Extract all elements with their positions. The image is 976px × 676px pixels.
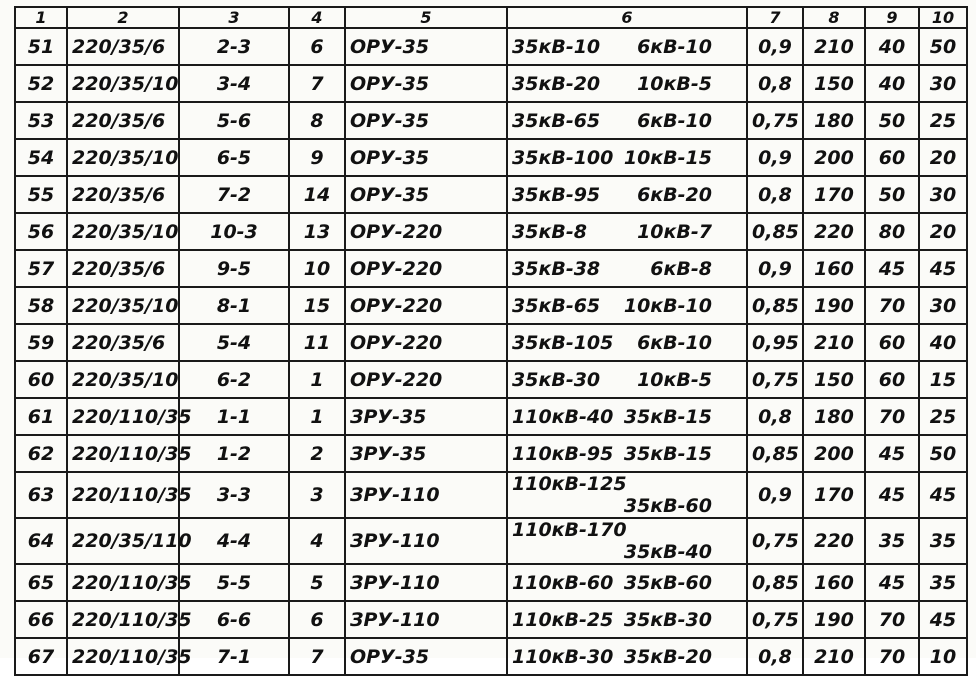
col10-cell: 50 [919, 28, 967, 65]
low-voltage-value: 6кВ-10 [637, 109, 712, 132]
row-number: 64 [15, 518, 67, 564]
high-voltage-value: 110кВ-25 [512, 608, 614, 631]
col6-cell [507, 398, 747, 435]
row-number: 51 [15, 28, 67, 65]
col4-cell: 1 [289, 361, 345, 398]
switchgear-cell: ЗРУ-110 [345, 518, 507, 564]
col4-cell: 4 [289, 518, 345, 564]
col7-cell: 0,8 [747, 65, 803, 102]
col6-cell [507, 102, 747, 139]
row-number: 66 [15, 601, 67, 638]
col9-cell: 35 [865, 518, 919, 564]
col3-cell: 9-5 [179, 250, 289, 287]
col6-cell [507, 361, 747, 398]
row-number: 65 [15, 564, 67, 601]
col4-cell: 9 [289, 139, 345, 176]
col4-cell: 10 [289, 250, 345, 287]
voltage-cell: 220/35/10 [67, 287, 179, 324]
col8-cell: 170 [803, 176, 865, 213]
col6-cell [507, 65, 747, 102]
col8-cell: 210 [803, 638, 865, 675]
data-table [14, 6, 968, 676]
col3-cell: 6-6 [179, 601, 289, 638]
switchgear-cell: ОРУ-35 [345, 139, 507, 176]
col7-cell: 0,9 [747, 139, 803, 176]
voltage-cell: 220/35/6 [67, 28, 179, 65]
col7-cell: 0,95 [747, 324, 803, 361]
col4-cell: 7 [289, 65, 345, 102]
col7-cell: 0,9 [747, 472, 803, 518]
col9-cell: 45 [865, 250, 919, 287]
table-row [15, 250, 967, 287]
col6-cell [507, 564, 747, 601]
col7-cell: 0,75 [747, 518, 803, 564]
high-voltage-value: 110кВ-30 [512, 645, 614, 668]
col10-cell: 30 [919, 65, 967, 102]
voltage-cell: 220/110/35 [67, 564, 179, 601]
col7-cell: 0,9 [747, 250, 803, 287]
voltage-cell: 220/35/10 [67, 213, 179, 250]
table-row [15, 324, 967, 361]
col4-cell: 15 [289, 287, 345, 324]
col7-cell: 0,75 [747, 361, 803, 398]
col8-cell: 210 [803, 324, 865, 361]
col6-cell [507, 287, 747, 324]
col9-cell: 70 [865, 287, 919, 324]
table-row [15, 601, 967, 638]
col10-cell: 45 [919, 472, 967, 518]
switchgear-cell: ОРУ-220 [345, 250, 507, 287]
col3-cell: 5-4 [179, 324, 289, 361]
table-row [15, 518, 967, 564]
table-row [15, 638, 967, 675]
col9-cell: 40 [865, 65, 919, 102]
high-voltage-value: 35кВ-105 [512, 331, 614, 354]
voltage-cell: 220/35/10 [67, 139, 179, 176]
col6-cell [507, 28, 747, 65]
low-voltage-value: 35кВ-20 [623, 645, 712, 668]
col6-cell [507, 176, 747, 213]
switchgear-cell: ОРУ-220 [345, 361, 507, 398]
col8-cell: 190 [803, 601, 865, 638]
header-cell-8: 8 [803, 7, 865, 28]
col10-cell: 40 [919, 324, 967, 361]
high-voltage-value: 35кВ-100 [512, 146, 614, 169]
col7-cell: 0,8 [747, 176, 803, 213]
low-voltage-value: 35кВ-60 [623, 495, 712, 517]
col6-cell [507, 518, 747, 564]
col3-cell: 5-6 [179, 102, 289, 139]
col8-cell: 150 [803, 361, 865, 398]
voltage-cell: 220/110/35 [67, 472, 179, 518]
col3-cell: 7-1 [179, 638, 289, 675]
col4-cell: 1 [289, 398, 345, 435]
table-row [15, 102, 967, 139]
col3-cell: 8-1 [179, 287, 289, 324]
col9-cell: 60 [865, 324, 919, 361]
col4-cell: 6 [289, 28, 345, 65]
col7-cell: 0,85 [747, 435, 803, 472]
high-voltage-value: 110кВ-170 [512, 519, 627, 541]
header-cell-7: 7 [747, 7, 803, 28]
col9-cell: 40 [865, 28, 919, 65]
row-number: 67 [15, 638, 67, 675]
low-voltage-value: 6кВ-10 [637, 35, 712, 58]
col4-cell: 13 [289, 213, 345, 250]
row-number: 57 [15, 250, 67, 287]
col9-cell: 45 [865, 435, 919, 472]
col10-cell: 45 [919, 250, 967, 287]
col8-cell: 150 [803, 65, 865, 102]
col10-cell: 35 [919, 564, 967, 601]
col3-cell: 2-3 [179, 28, 289, 65]
col9-cell: 70 [865, 601, 919, 638]
col6-cell [507, 213, 747, 250]
low-voltage-value: 10кВ-5 [637, 368, 712, 391]
low-voltage-value: 10кВ-7 [637, 220, 712, 243]
col8-cell: 160 [803, 250, 865, 287]
col8-cell: 170 [803, 472, 865, 518]
col10-cell: 30 [919, 287, 967, 324]
high-voltage-value: 35кВ-38 [512, 257, 601, 280]
col3-cell: 4-4 [179, 518, 289, 564]
col3-cell: 6-5 [179, 139, 289, 176]
col10-cell: 25 [919, 102, 967, 139]
row-number: 56 [15, 213, 67, 250]
col9-cell: 60 [865, 139, 919, 176]
voltage-cell: 220/110/35 [67, 601, 179, 638]
low-voltage-value: 35кВ-15 [623, 405, 712, 428]
voltage-cell: 220/35/10 [67, 65, 179, 102]
col7-cell: 0,85 [747, 564, 803, 601]
header-cell-6: 6 [507, 7, 747, 28]
col4-cell: 8 [289, 102, 345, 139]
table-row [15, 287, 967, 324]
switchgear-cell: ОРУ-220 [345, 213, 507, 250]
switchgear-cell: ОРУ-35 [345, 28, 507, 65]
switchgear-cell: ЗРУ-35 [345, 435, 507, 472]
low-voltage-value: 10кВ-15 [623, 146, 712, 169]
table-row [15, 139, 967, 176]
switchgear-cell: ЗРУ-110 [345, 564, 507, 601]
high-voltage-value: 110кВ-95 [512, 442, 614, 465]
col6-cell [507, 601, 747, 638]
col10-cell: 25 [919, 398, 967, 435]
col10-cell: 10 [919, 638, 967, 675]
table-row [15, 435, 967, 472]
voltage-cell: 220/35/110 [67, 518, 179, 564]
high-voltage-value: 110кВ-125 [512, 473, 627, 495]
row-number: 58 [15, 287, 67, 324]
col8-cell: 220 [803, 518, 865, 564]
voltage-cell: 220/35/6 [67, 102, 179, 139]
col9-cell: 60 [865, 361, 919, 398]
voltage-cell: 220/110/35 [67, 398, 179, 435]
col4-cell: 11 [289, 324, 345, 361]
col9-cell: 70 [865, 638, 919, 675]
voltage-cell: 220/35/10 [67, 361, 179, 398]
row-number: 63 [15, 472, 67, 518]
col7-cell: 0,85 [747, 213, 803, 250]
col6-cell [507, 472, 747, 518]
switchgear-cell: ОРУ-220 [345, 324, 507, 361]
high-voltage-value: 35кВ-95 [512, 183, 601, 206]
voltage-cell: 220/35/6 [67, 176, 179, 213]
col9-cell: 45 [865, 472, 919, 518]
switchgear-cell: ОРУ-35 [345, 176, 507, 213]
switchgear-cell: ОРУ-35 [345, 65, 507, 102]
high-voltage-value: 35кВ-8 [512, 220, 587, 243]
row-number: 54 [15, 139, 67, 176]
header-cell-9: 9 [865, 7, 919, 28]
row-number: 53 [15, 102, 67, 139]
col3-cell: 1-2 [179, 435, 289, 472]
col3-cell: 3-3 [179, 472, 289, 518]
row-number: 52 [15, 65, 67, 102]
header-row [15, 7, 967, 28]
col9-cell: 45 [865, 564, 919, 601]
high-voltage-value: 35кВ-10 [512, 35, 601, 58]
low-voltage-value: 6кВ-8 [650, 257, 712, 280]
voltage-cell: 220/35/6 [67, 250, 179, 287]
col10-cell: 50 [919, 435, 967, 472]
table-row [15, 361, 967, 398]
high-voltage-value: 35кВ-20 [512, 72, 601, 95]
low-voltage-value: 6кВ-10 [637, 331, 712, 354]
col10-cell: 30 [919, 176, 967, 213]
row-number: 62 [15, 435, 67, 472]
header-cell-5: 5 [345, 7, 507, 28]
col9-cell: 50 [865, 176, 919, 213]
header-cell-10: 10 [919, 7, 967, 28]
table-row [15, 65, 967, 102]
high-voltage-value: 35кВ-65 [512, 294, 601, 317]
col4-cell: 3 [289, 472, 345, 518]
col10-cell: 20 [919, 213, 967, 250]
col3-cell: 3-4 [179, 65, 289, 102]
low-voltage-value: 35кВ-60 [623, 571, 712, 594]
switchgear-cell: ОРУ-35 [345, 102, 507, 139]
table-row [15, 176, 967, 213]
col3-cell: 6-2 [179, 361, 289, 398]
col6-cell [507, 435, 747, 472]
col4-cell: 5 [289, 564, 345, 601]
low-voltage-value: 10кВ-5 [637, 72, 712, 95]
col8-cell: 220 [803, 213, 865, 250]
low-voltage-value: 35кВ-30 [623, 608, 712, 631]
table-row [15, 398, 967, 435]
col3-cell: 1-1 [179, 398, 289, 435]
voltage-cell: 220/35/6 [67, 324, 179, 361]
table-row [15, 213, 967, 250]
col9-cell: 70 [865, 398, 919, 435]
low-voltage-value: 35кВ-15 [623, 442, 712, 465]
row-number: 61 [15, 398, 67, 435]
header-cell-2: 2 [67, 7, 179, 28]
switchgear-cell: ЗРУ-110 [345, 472, 507, 518]
col6-cell [507, 324, 747, 361]
voltage-cell: 220/110/35 [67, 638, 179, 675]
high-voltage-value: 110кВ-60 [512, 571, 614, 594]
col7-cell: 0,75 [747, 102, 803, 139]
high-voltage-value: 35кВ-65 [512, 109, 601, 132]
col8-cell: 180 [803, 102, 865, 139]
col7-cell: 0,9 [747, 28, 803, 65]
col4-cell: 2 [289, 435, 345, 472]
low-voltage-value: 35кВ-40 [623, 541, 712, 563]
table-row [15, 28, 967, 65]
low-voltage-value: 6кВ-20 [637, 183, 712, 206]
col9-cell: 80 [865, 213, 919, 250]
col3-cell: 5-5 [179, 564, 289, 601]
col7-cell: 0,85 [747, 287, 803, 324]
col8-cell: 180 [803, 398, 865, 435]
col10-cell: 45 [919, 601, 967, 638]
col4-cell: 6 [289, 601, 345, 638]
col6-cell [507, 638, 747, 675]
table-row [15, 472, 967, 518]
col7-cell: 0,8 [747, 398, 803, 435]
table-row [15, 564, 967, 601]
col10-cell: 20 [919, 139, 967, 176]
high-voltage-value: 35кВ-30 [512, 368, 601, 391]
col7-cell: 0,8 [747, 638, 803, 675]
col6-cell [507, 250, 747, 287]
voltage-cell: 220/110/35 [67, 435, 179, 472]
col9-cell: 50 [865, 102, 919, 139]
header-cell-1: 1 [15, 7, 67, 28]
low-voltage-value: 10кВ-10 [623, 294, 712, 317]
row-number: 60 [15, 361, 67, 398]
col10-cell: 15 [919, 361, 967, 398]
col3-cell: 7-2 [179, 176, 289, 213]
switchgear-cell: ЗРУ-35 [345, 398, 507, 435]
col10-cell: 35 [919, 518, 967, 564]
col8-cell: 210 [803, 28, 865, 65]
row-number: 59 [15, 324, 67, 361]
col4-cell: 7 [289, 638, 345, 675]
col4-cell: 14 [289, 176, 345, 213]
col8-cell: 160 [803, 564, 865, 601]
header-cell-4: 4 [289, 7, 345, 28]
col8-cell: 200 [803, 435, 865, 472]
col7-cell: 0,75 [747, 601, 803, 638]
col3-cell: 10-3 [179, 213, 289, 250]
col8-cell: 190 [803, 287, 865, 324]
switchgear-cell: ОРУ-220 [345, 287, 507, 324]
switchgear-cell: ОРУ-35 [345, 638, 507, 675]
switchgear-cell: ЗРУ-110 [345, 601, 507, 638]
header-cell-3: 3 [179, 7, 289, 28]
row-number: 55 [15, 176, 67, 213]
col6-cell [507, 139, 747, 176]
col8-cell: 200 [803, 139, 865, 176]
high-voltage-value: 110кВ-40 [512, 405, 614, 428]
